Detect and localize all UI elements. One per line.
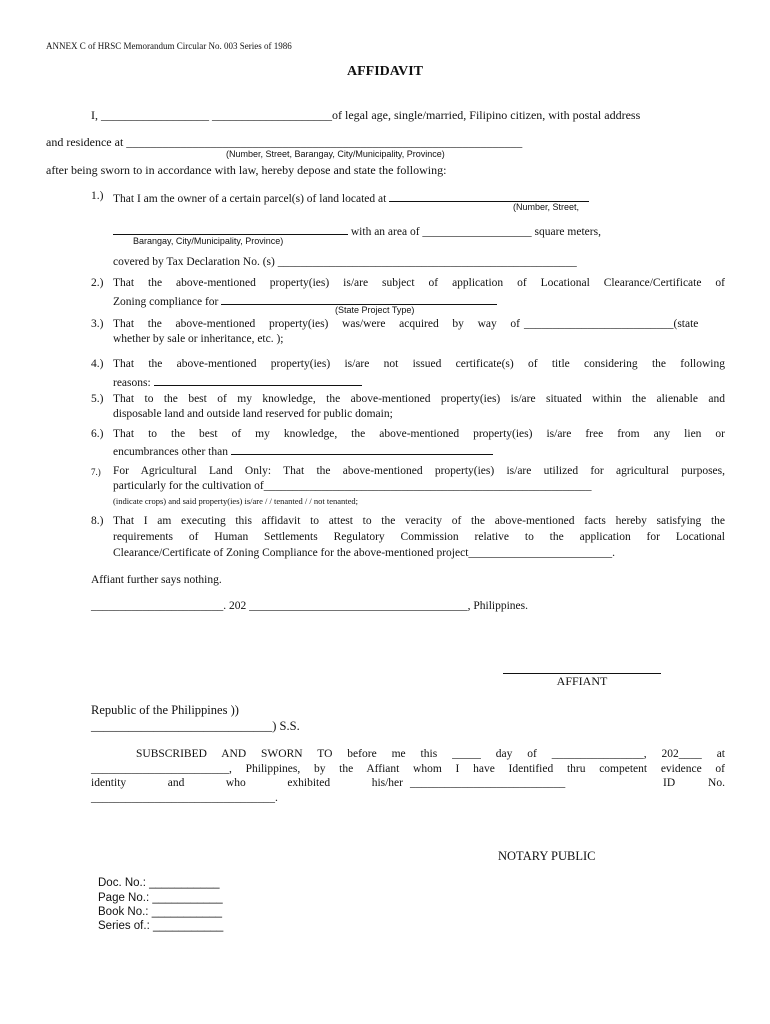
affiant-label: AFFIANT <box>556 674 608 688</box>
ss-line: _____________________________) S.S. <box>91 719 300 733</box>
item-4-line-2 <box>113 374 362 389</box>
subscribed-line-1: SUBSCRIBED AND SWORN TO before me this _____ day of ________________, 202____ at <box>136 748 725 760</box>
item-8-number: 8.) <box>91 515 104 527</box>
barangay-blank[interactable] <box>113 223 348 235</box>
project-type-hint: (State Project Type) <box>335 305 415 315</box>
item-5-line-1: That to the best of my knowledge, the above-mentioned property(ies) is/are situated within the alienable and <box>113 393 725 405</box>
subscribed-line-3b: ___________________________ <box>410 777 566 789</box>
item-1-number: 1.) <box>91 190 104 202</box>
item-8-line-2: requirements of Human Settlements Regulatory Commission relative to the application for Locational <box>113 531 725 543</box>
item-8-line-1: That I am executing this affidavit to attest to the veracity of the above-mentioned facts hereby satisfying the <box>113 515 725 527</box>
affiant-further: Affiant further says nothing. <box>91 574 222 586</box>
reasons-blank[interactable] <box>154 374 362 386</box>
item-3-number: 3.) <box>91 318 104 330</box>
item-7-line-2: particularly for the cultivation of_________________________________________________________ <box>113 480 592 492</box>
item-2-line-2 <box>113 293 497 308</box>
item-2-number: 2.) <box>91 277 104 289</box>
page-no: Page No.: ___________ <box>98 892 223 904</box>
item-7-line-3: (indicate crops) and said property(ies) is/are / / tenanted / / not tenanted; <box>113 496 358 506</box>
item-3-line-1a: That the above-mentioned property(ies) was/were acquired by way of <box>113 318 520 330</box>
item-4-number: 4.) <box>91 358 104 370</box>
intro-line-3: after being sworn to in accordance with law, hereby depose and state the following: <box>46 163 447 177</box>
encumbrances-blank[interactable] <box>231 443 493 455</box>
notary-public-label: NOTARY PUBLIC <box>498 849 596 863</box>
item-4-line-1: That the above-mentioned property(ies) is/are not issued certificate(s) of title considering the following <box>113 358 725 370</box>
item-7-line-1: For Agricultural Land Only: That the above-mentioned property(ies) is/are utilized for agricultural purposes, <box>113 465 725 477</box>
land-location-blank[interactable] <box>389 190 589 202</box>
intro-line-1: I, __________________ ____________________of legal age, single/married, Filipino citizen, with postal address <box>91 108 641 122</box>
item-1-hint-1: (Number, Street, <box>513 202 580 212</box>
series-of: Series of.: ___________ <box>98 920 224 932</box>
doc-no: Doc. No.: ___________ <box>98 877 220 889</box>
item-3-line-2: whether by sale or inheritance, etc. ); <box>113 333 284 345</box>
item-5-number: 5.) <box>91 393 104 405</box>
item-5-line-2: disposable land and outside land reserved for public domain; <box>113 408 393 420</box>
item-6-number: 6.) <box>91 428 104 440</box>
annex-reference: ANNEX C of HRSC Memorandum Circular No. 003 Series of 1986 <box>46 41 292 51</box>
subscribed-line-4: ________________________________. <box>91 792 278 804</box>
date-place-line: _______________________. 202 ______________________________________, Philippines. <box>91 600 529 612</box>
subscribed-line-3c: ID No. <box>663 777 725 789</box>
area-text: with an area of ___________________ square meters, <box>350 226 601 238</box>
item-1-hint-2: Barangay, City/Municipality, Province) <box>133 236 284 246</box>
document-title: AFFIDAVIT <box>347 64 423 79</box>
reasons-label: reasons: <box>113 377 151 389</box>
item-1-line-3: covered by Tax Declaration No. (s) ____________________________________________________ <box>113 256 577 268</box>
item-6-line-2 <box>113 443 493 458</box>
item-3-line-1b: __________________________(state <box>524 318 699 330</box>
encumbrances-label: encumbrances other than <box>113 446 228 458</box>
item-8-line-3: Clearance/Certificate of Zoning Compliance for the above-mentioned project_________________________. <box>113 547 616 559</box>
item-2-line-1: That the above-mentioned property(ies) is/are subject of application of Locational Clearance/Certificate of <box>113 277 725 289</box>
item-1-text: That I am the owner of a certain parcel(s) of land located at <box>113 193 387 205</box>
republic-line: Republic of the Philippines )) <box>91 703 239 717</box>
subscribed-line-2: ________________________, Philippines, by the Affiant whom I have Identified thru competent evidence of <box>91 763 725 775</box>
address-hint: (Number, Street, Barangay, City/Municipality, Province) <box>226 149 445 159</box>
item-6-line-1: That to the best of my knowledge, the above-mentioned property(ies) is/are free from any lien or <box>113 428 725 440</box>
intro-line-2: and residence at __________________________________________________________________ <box>46 135 523 149</box>
zoning-text: Zoning compliance for <box>113 296 219 308</box>
subscribed-line-3a: identity and who exhibited his/her <box>91 777 403 789</box>
item-7-number: 7.) <box>91 467 101 477</box>
book-no: Book No.: ___________ <box>98 906 223 918</box>
project-type-blank[interactable] <box>221 293 497 305</box>
